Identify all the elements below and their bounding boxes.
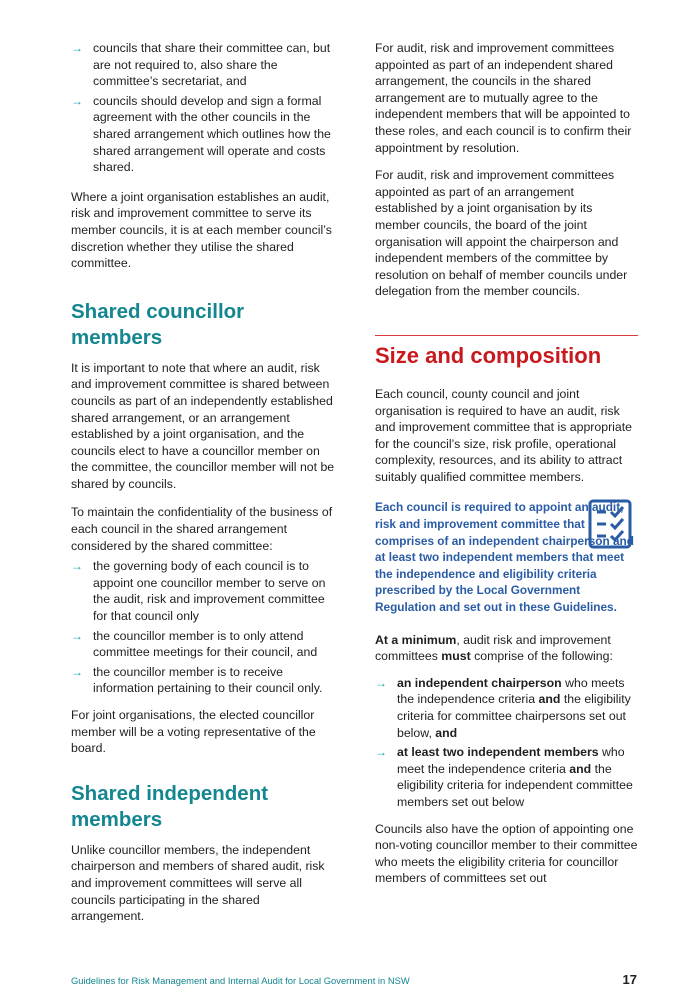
paragraph: Unlike councillor members, the independent chairperson and members of shared audit, risk and improvement committees will serve all councils participating in the shared arrangement. — [71, 842, 325, 924]
paragraph: Each council, county council and joint organisation is required to have an audit, risk and improvement committee that is appropriate for the council’s size, risk profile, operational complexity, resources, and its ability to attract suitably qualified committee members. — [375, 386, 632, 484]
list-item: → the councillor member is to receive information pertaining to their council only. — [71, 664, 323, 696]
callout-text: Each council is required to appoint an audit, risk and improvement committee that comprises of an independent chairperson and at least two independent members that meet the independence and eligibility criteria prescribed by the Local Government Regulation and set out in these Guidelines. — [375, 500, 634, 615]
paragraph: For audit, risk and improvement committees appointed as part of an arrangement established by a joint organisation by its member councils, the board of the joint organisation will appoint the chairperson and independent members of the committee by resolution on behalf of member councils under delegation from the member councils. — [375, 168, 628, 299]
list-item: → the governing body of each council is to appoint one councillor member to serve on the audit, risk and improvement committee for that council only — [71, 559, 326, 624]
checklist-icon — [588, 499, 632, 549]
paragraph: Councils also have the option of appointing one non-voting councillor member to their committee who meets the eligibility criteria for councillor members of committees set out — [375, 821, 638, 886]
arrow-right-icon: → — [71, 559, 83, 574]
paragraph-minimum: At a minimum, audit risk and improvement committees must comprise of the following: — [375, 632, 613, 664]
list-item: → councils that share their committee can, but are not required to, also share the committee’s secretariat, and — [71, 41, 331, 89]
paragraph-joint-organisation: Where a joint organisation establishes an audit, risk and improvement committee to serve its member councils, it is at each member council’s discretion whether they utilise the shared committee. — [71, 189, 332, 271]
right-column — [375, 40, 638, 887]
paragraph: To maintain the confidentiality of the business of each council in the shared arrangement considered by the shared committee: — [71, 505, 333, 553]
arrow-right-icon: → — [71, 93, 83, 108]
arrow-right-icon: → — [71, 41, 83, 55]
list-item: → councils should develop and sign a formal agreement with the other councils in the shared arrangement which outlines how the shared arrangement will operate and costs shared. — [71, 93, 331, 175]
paragraph: For joint organisations, the elected councillor member will be a voting representative of the board. — [71, 708, 316, 756]
list-item: → an independent chairperson who meets the independence criteria and the eligibility criteria for committee chairpersons set out below, and — [375, 675, 631, 740]
composition-list — [375, 675, 638, 811]
requirement-callout — [375, 499, 638, 615]
paragraph: It is important to note that where an audit, risk and improvement committee is shared between councils as part of an independently established shared arrangement, or an arrangement established by a joint organisation, and the councils elect to have a councillor member on the committee, the councillor member will not be shared by councils. — [71, 360, 335, 491]
heading-shared-independent-members: Shared independent members — [71, 781, 269, 832]
left-column — [71, 40, 336, 925]
arrow-right-icon: → — [375, 745, 387, 760]
footer-title: Guidelines for Risk Management and Internal Audit for Local Government in NSW — [71, 975, 410, 986]
heading-size-and-composition: Size and composition — [375, 342, 602, 368]
arrow-right-icon: → — [71, 628, 83, 643]
arrow-right-icon: → — [375, 675, 387, 690]
list-item: → the councillor member is to only attend committee meetings for their council, and — [71, 628, 318, 660]
paragraph: For audit, risk and improvement committees appointed as part of an independent shared arrangement, the councils in the shared arrangement are to mutually agree to the independent members that will be appointed to these roles, and each council is to confirm their appointment by resolution. — [375, 41, 632, 155]
section-divider — [375, 335, 638, 336]
page-number: 17 — [622, 972, 637, 987]
shared-committee-list — [71, 40, 336, 176]
list-item: → at least two independent members who meet the independence criteria and the eligibility criteria for independent committee members set out below — [375, 745, 633, 809]
councillor-list — [71, 558, 336, 697]
arrow-right-icon: → — [71, 664, 83, 679]
page-footer — [71, 972, 637, 987]
heading-shared-councillor-members: Shared councillor members — [71, 299, 245, 350]
